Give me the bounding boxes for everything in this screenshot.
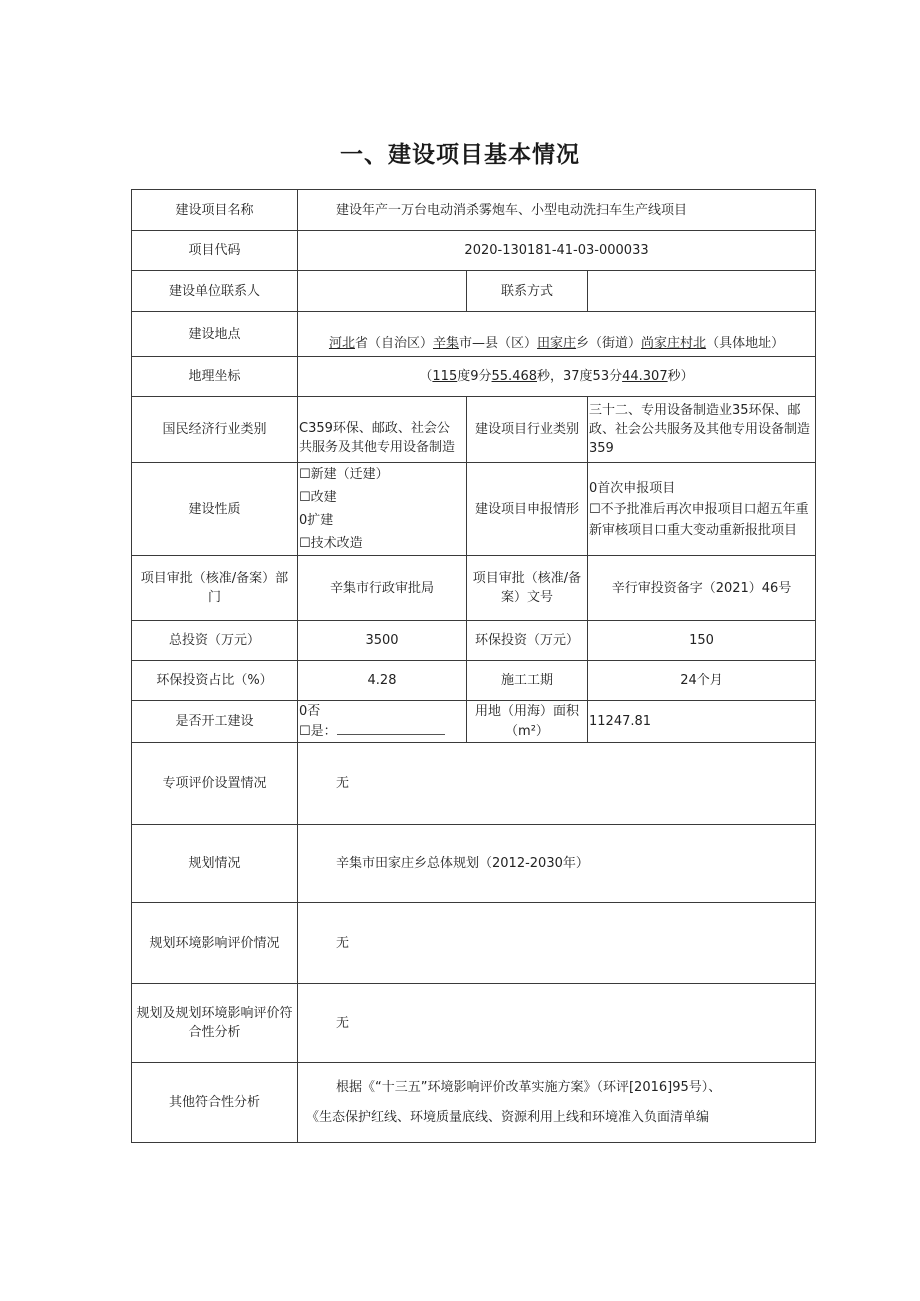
- nature-option-tech[interactable]: ☐技术改造: [299, 536, 363, 551]
- value-planning-conformity: 无: [298, 984, 816, 1063]
- row-contact: [132, 271, 816, 312]
- value-total-investment: 3500: [298, 621, 467, 661]
- location-town-suffix: 乡（街道）: [576, 336, 642, 351]
- value-coordinates: [298, 357, 816, 397]
- label-planning: 规划情况: [132, 825, 298, 903]
- value-industry-category: C359环保、邮政、社会公共服务及其他专用设备制造: [298, 397, 467, 463]
- location-town: 田家庄: [537, 336, 577, 351]
- row-coordinates: [132, 357, 816, 397]
- coords-lon-sec: 55.468: [491, 369, 538, 384]
- row-planning-conformity: [132, 984, 816, 1063]
- row-investment: [132, 621, 816, 661]
- value-other-conformity: [298, 1063, 816, 1143]
- row-nature: [132, 463, 816, 556]
- label-industry-category: 国民经济行业类别: [132, 397, 298, 463]
- location-province: 河北: [328, 336, 355, 351]
- coords-lon-sec-unit: 秒，37度53分: [537, 369, 623, 384]
- label-project-code: 项目代码: [132, 231, 298, 271]
- value-construction-period: 24个月: [588, 661, 816, 701]
- label-contact-person: 建设单位联系人: [132, 271, 298, 312]
- label-approval-dept: 项目审批（核准/备案）部门: [132, 556, 298, 621]
- value-contact-person: [298, 271, 467, 312]
- started-option-yes[interactable]: [299, 722, 462, 742]
- label-project-industry: 建设项目行业类别: [467, 397, 588, 463]
- value-env-ratio: 4.28: [298, 661, 467, 701]
- label-planning-eia: 规划环境影响评价情况: [132, 903, 298, 984]
- nature-option-rebuild[interactable]: ☐改建: [299, 490, 337, 505]
- project-info-table: [131, 189, 816, 1143]
- label-location: 建设地点: [132, 312, 298, 357]
- coords-lon-deg: 115: [432, 369, 458, 384]
- declaration-first[interactable]: 0首次申报项目: [589, 480, 676, 496]
- nature-option-new[interactable]: ☐新建（迁建）: [299, 467, 389, 482]
- row-planning: [132, 825, 816, 903]
- label-special-eval: 专项评价设置情况: [132, 743, 298, 825]
- label-construction-nature: 建设性质: [132, 463, 298, 556]
- label-started: 是否开工建设: [132, 701, 298, 743]
- location-province-suffix: 省（自治区）: [354, 336, 433, 351]
- location-city-suffix: 市—县（区）: [459, 336, 538, 351]
- other-conformity-line1: 根据《“十三五”环境影响评价改革实施方案》（环评[2016]95号）、: [336, 1079, 722, 1095]
- row-project-code: [132, 231, 816, 271]
- value-special-eval: 无: [298, 743, 816, 825]
- row-industry: [132, 397, 816, 463]
- value-planning-eia: 无: [298, 903, 816, 984]
- label-approval-number: 项目审批（核准/备案）文号: [467, 556, 588, 621]
- label-declaration-type: 建设项目申报情形: [467, 463, 588, 556]
- row-location: [132, 312, 816, 357]
- value-declaration-type: [588, 463, 816, 556]
- label-planning-conformity: 规划及规划环境影响评价符合性分析: [132, 984, 298, 1063]
- other-conformity-line2: 《生态保护红线、环境质量底线、资源利用上线和环境准入负面清单编: [306, 1109, 710, 1125]
- label-construction-period: 施工工期: [467, 661, 588, 701]
- label-contact-method: 联系方式: [467, 271, 588, 312]
- coords-lon-deg-unit: 度9分: [457, 369, 492, 384]
- label-other-conformity: 其他符合性分析: [132, 1063, 298, 1143]
- label-total-investment: 总投资（万元）: [132, 621, 298, 661]
- value-approval-number: 辛行审投资备字（2021）46号: [588, 556, 816, 621]
- nature-option-expand[interactable]: 0扩建: [299, 513, 334, 528]
- coords-lat-sec-unit: 秒）: [667, 369, 694, 384]
- value-project-industry: 三十二、专用设备制造业35环保、邮政、社会公共服务及其他专用设备制造359: [588, 397, 816, 463]
- label-env-ratio: 环保投资占比（%）: [132, 661, 298, 701]
- row-project-name: [132, 190, 816, 231]
- coords-open: （: [419, 369, 433, 384]
- location-village: 尚家庄村北: [641, 336, 707, 351]
- value-approval-dept: 辛集市行政审批局: [298, 556, 467, 621]
- row-started: [132, 701, 816, 743]
- row-other-conformity: [132, 1063, 816, 1143]
- label-land-area: 用地（用海）面积（m²）: [467, 701, 588, 743]
- started-option-no[interactable]: 0否: [299, 703, 321, 719]
- started-yes-blank: [337, 722, 445, 735]
- row-planning-eia: [132, 903, 816, 984]
- label-env-investment: 环保投资（万元）: [467, 621, 588, 661]
- started-option-yes-label: ☐是：: [299, 723, 337, 739]
- value-project-name: 建设年产一万台电动消杀雾炮车、小型电动洗扫车生产线项目: [298, 190, 816, 231]
- location-city: 辛集: [432, 336, 459, 351]
- value-project-code: 2020-130181-41-03-000033: [298, 231, 816, 271]
- declaration-other[interactable]: ☐不予批准后再次申报项目口超五年重新审核项目口重大变动重新报批项目: [589, 501, 809, 538]
- label-project-name: 建设项目名称: [132, 190, 298, 231]
- value-construction-nature: [298, 463, 467, 556]
- value-contact-method: [588, 271, 816, 312]
- value-planning: 辛集市田家庄乡总体规划（2012-2030年）: [298, 825, 816, 903]
- label-coordinates: 地理坐标: [132, 357, 298, 397]
- row-ratio: [132, 661, 816, 701]
- value-env-investment: 150: [588, 621, 816, 661]
- row-approval: [132, 556, 816, 621]
- page-title: 一、建设项目基本情况: [340, 142, 580, 168]
- value-land-area: 11247.81: [588, 701, 816, 743]
- value-started: [298, 701, 467, 743]
- location-village-suffix: （具体地址）: [706, 336, 785, 351]
- coords-lat-sec: 44.307: [622, 369, 668, 384]
- row-special-eval: [132, 743, 816, 825]
- value-location: [298, 312, 816, 357]
